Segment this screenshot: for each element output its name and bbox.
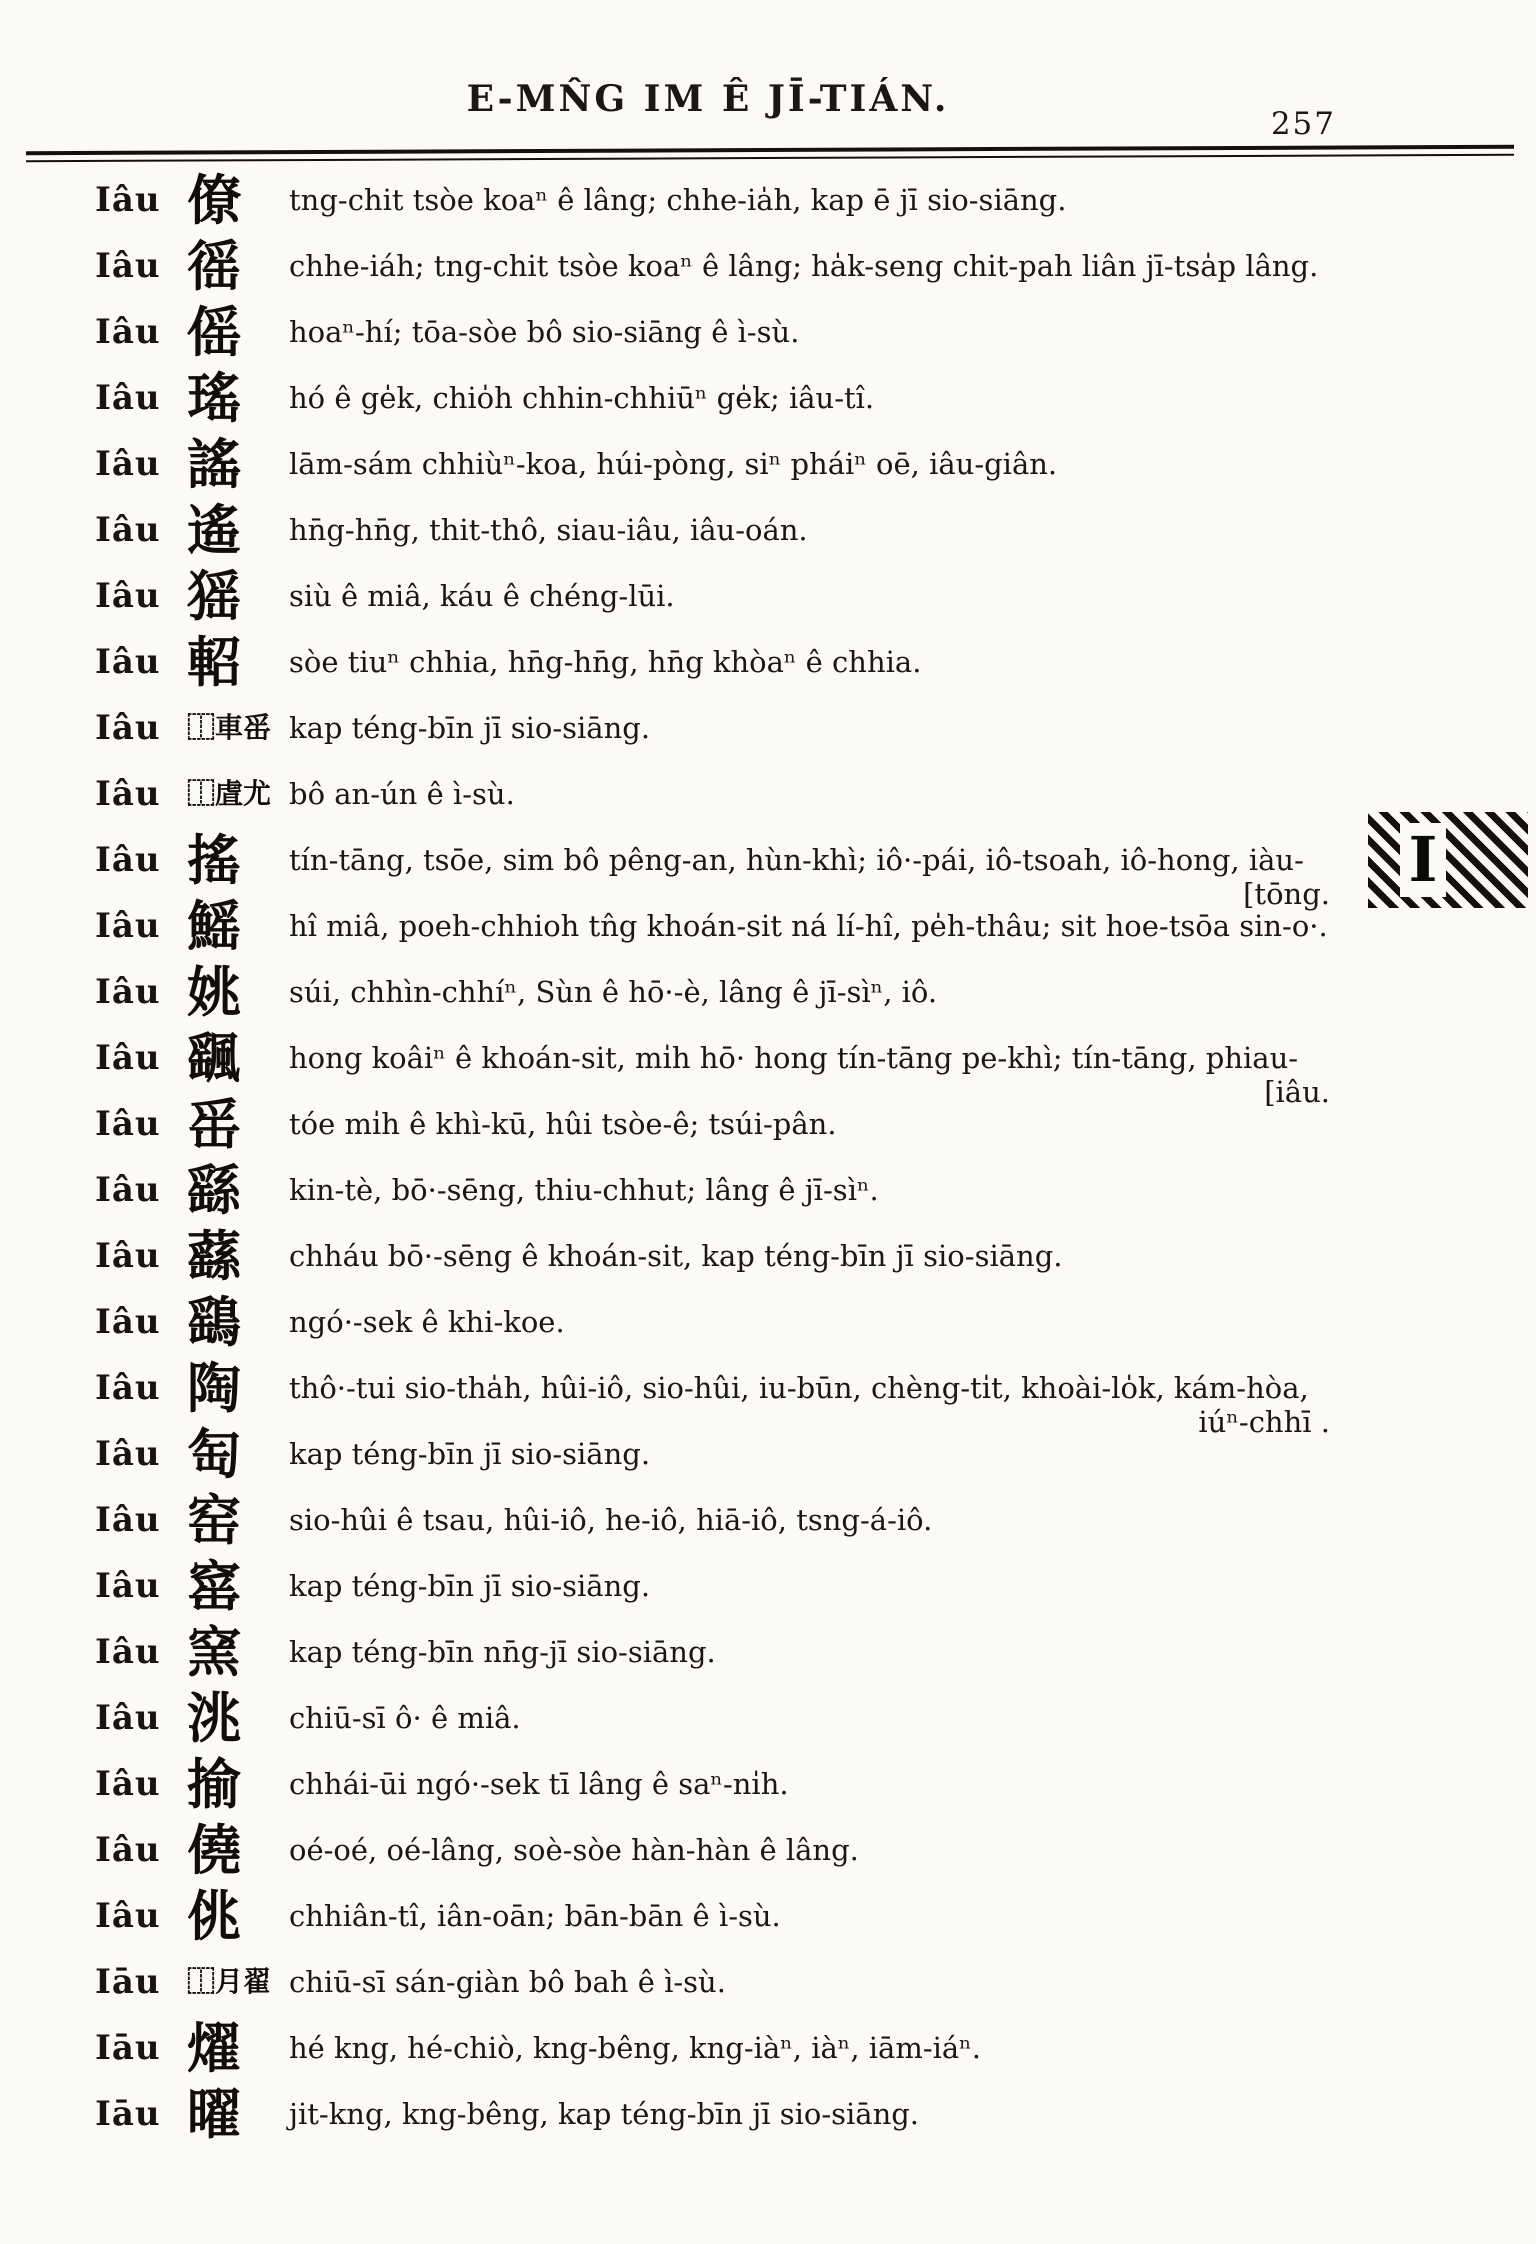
dictionary-entry-row [95, 894, 1445, 958]
entry-definition: sòe tiuⁿ chhia, hn̄g-hn̄g, hn̄g khòaⁿ ê chhia. [289, 645, 922, 679]
entry-definition: oé-oé, oé-lâng, soè-sòe hàn-hàn ê lâng. [289, 1833, 859, 1867]
dictionary-entry-row [95, 1818, 1445, 1882]
thumb-index-tab [1368, 812, 1528, 908]
entry-definition: hé kng, hé-chiò, kng-bêng, kng-iàⁿ, iàⁿ, iām-iáⁿ. [289, 2031, 981, 2065]
entry-han-character: 蘨 [187, 1224, 241, 1288]
dictionary-entry-row [95, 234, 1445, 298]
entry-syllable: Iâu [95, 378, 161, 418]
entry-syllable: Iāu [95, 2094, 161, 2134]
entry-syllable: Iâu [95, 972, 161, 1012]
entry-syllable: Iâu [95, 774, 161, 814]
entry-syllable: Iâu [95, 1104, 161, 1144]
dictionary-entry-row [95, 1224, 1445, 1288]
entry-definition: chiū-sī ô· ê miâ. [289, 1701, 521, 1735]
entry-han-character: 僥 [187, 1818, 241, 1882]
page-header [0, 78, 1536, 148]
entry-han-character: 陶 [187, 1356, 241, 1420]
entry-syllable: Iâu [95, 1170, 161, 1210]
page-title: E-MN̂G IM Ê JĪ-TIÁN. [466, 78, 950, 120]
entry-han-character: 搖 [187, 828, 241, 892]
entry-han-character: 燿 [187, 2016, 241, 2080]
entry-syllable: Iâu [95, 840, 161, 880]
entry-syllable: Iâu [95, 1896, 161, 1936]
entry-syllable: Iāu [95, 2028, 161, 2068]
dictionary-entry-row [95, 300, 1445, 364]
entry-definition: tng-chit tsòe koaⁿ ê lâng; chhe-ia̍h, kap ē jī sio-siāng. [289, 183, 1067, 217]
entry-syllable: Iâu [95, 1500, 161, 1540]
entry-han-character: 曜 [187, 2082, 241, 2146]
entry-definition: jit-kng, kng-bêng, kap téng-bīn jī sio-siāng. [289, 2097, 920, 2131]
entry-han-character: 軺 [187, 630, 241, 694]
entry-continuation-line: [iâu. [1264, 1075, 1330, 1109]
entry-han-character: 䍃 [187, 1092, 241, 1156]
dictionary-entry-row [95, 823, 1445, 911]
entry-han-character: 揄 [187, 1752, 241, 1816]
entry-definition: kin-tè, bō·-sēng, thiu-chhut; lâng ê jī-sìⁿ. [289, 1173, 879, 1207]
entry-syllable: Iâu [95, 1698, 161, 1738]
entry-definition: chhái-ūi ngó·-sek tī lâng ê saⁿ-ni̍h. [289, 1767, 789, 1801]
entry-syllable: Iâu [95, 708, 161, 748]
dictionary-entry-row [95, 1356, 1445, 1439]
entry-han-character: 遙 [187, 498, 241, 562]
dictionary-entry-row [95, 1620, 1445, 1684]
entry-syllable: Iâu [95, 246, 161, 286]
entry-han-character: 瑤 [187, 366, 241, 430]
entry-han-character: 鷂 [187, 1290, 241, 1354]
entry-han-character: ⿰車䍃 [187, 711, 272, 744]
entry-syllable: Iâu [95, 1632, 161, 1672]
header-rule-thin [26, 154, 1514, 162]
entry-definition: thô·-tui sio-tha̍h, hûi-iô, sio-hûi, iu-būn, chèng-ti̍t, khoài-lo̍k, kám-hòa, [289, 1371, 1309, 1405]
entry-continuation-line: [tōng. [1243, 877, 1330, 911]
entry-syllable: Iâu [95, 1302, 161, 1342]
entry-han-character: 匋 [187, 1422, 241, 1486]
entry-han-character: 猺 [187, 564, 241, 628]
entry-syllable: Iâu [95, 312, 161, 352]
entry-syllable: Iâu [95, 1764, 161, 1804]
entry-definition: hó ê ge̍k, chio̍h chhin-chhiūⁿ ge̍k; iâu-tî. [289, 381, 875, 415]
entry-definition: kap téng-bīn jī sio-siāng. [289, 711, 651, 745]
dictionary-entry-row [95, 1488, 1445, 1552]
entry-definition: chhiân-tî, iân-oān; bān-bān ê ì-sù. [289, 1899, 781, 1933]
entry-han-character: ⿰虘尤 [187, 777, 272, 810]
entry-syllable: Iâu [95, 1434, 161, 1474]
entry-syllable: Iâu [95, 1236, 161, 1276]
entry-han-character: ⿰月翟 [187, 1965, 272, 1998]
thumb-index-letter: I [1408, 823, 1438, 896]
dictionary-entry-row [95, 1884, 1445, 1948]
entry-definition: bô an-ún ê ì-sù. [289, 777, 515, 811]
entry-definition: kap téng-bīn nn̄g-jī sio-siāng. [289, 1635, 716, 1669]
entry-syllable: Iâu [95, 444, 161, 484]
dictionary-entry-row [95, 168, 1445, 232]
dictionary-entry-row [95, 432, 1445, 496]
entry-definition: chháu bō·-sēng ê khoán-sit, kap téng-bīn jī sio-siāng. [289, 1239, 1063, 1273]
entry-definition: siù ê miâ, káu ê chéng-lūi. [289, 579, 675, 613]
entry-han-character: 繇 [187, 1158, 241, 1222]
entry-definition: ngó·-sek ê khi-koe. [289, 1305, 565, 1339]
entry-definition: chhe-iáh; tng-chit tsòe koaⁿ ê lâng; ha̍k-seng chit-pah liân jī-tsa̍p lâng. [289, 249, 1319, 283]
dictionary-entry-row [95, 1092, 1445, 1156]
dictionary-entry-row [95, 1026, 1445, 1109]
entry-han-character: 謠 [187, 432, 241, 496]
entry-han-character: 窑 [187, 1488, 241, 1552]
dictionary-entry-row [95, 630, 1445, 694]
dictionary-entry-row [95, 2016, 1445, 2080]
dictionary-entry-row [95, 1686, 1445, 1750]
dictionary-entry-row [95, 762, 1445, 826]
entry-syllable: Iâu [95, 180, 161, 220]
entry-han-character: 窰 [187, 1554, 241, 1618]
entry-definition: tín-tāng, tsōe, sim bô pêng-an, hùn-khì; iô·-pái, iô-tsoah, iô-hong, iàu- [289, 843, 1304, 877]
entry-syllable: Iâu [95, 642, 161, 682]
entry-definition: kap téng-bīn jī sio-siāng. [289, 1437, 651, 1471]
entry-syllable: Iâu [95, 1566, 161, 1606]
dictionary-entry-row [95, 366, 1445, 430]
entry-han-character: 鰩 [187, 894, 241, 958]
entry-han-character: 僚 [187, 168, 241, 232]
entry-definition: hn̄g-hn̄g, thit-thô, siau-iâu, iâu-oán. [289, 513, 808, 547]
dictionary-entry-row [95, 1752, 1445, 1816]
entry-definition: hî miâ, poeh-chhioh tn̂g khoán-sit ná lí-hî, pe̍h-thâu; sit hoe-tsōa sin-o·. [289, 909, 1328, 943]
dictionary-entry-row [95, 1950, 1445, 2014]
entry-definition: kap téng-bīn jī sio-siāng. [289, 1569, 651, 1603]
entry-definition: tóe mi̍h ê khì-kū, hûi tsòe-ê; tsúi-pân. [289, 1107, 837, 1141]
entry-han-character: 洮 [187, 1686, 241, 1750]
entry-syllable: Iāu [95, 1962, 161, 2002]
entry-definition: hong koâiⁿ ê khoán-sit, mi̍h hō· hong tín-tāng pe-khì; tín-tāng, phiau- [289, 1041, 1299, 1075]
entry-definition: hoaⁿ-hí; tōa-sòe bô sio-siāng ê ì-sù. [289, 315, 800, 349]
entry-syllable: Iâu [95, 1368, 161, 1408]
entry-syllable: Iâu [95, 1830, 161, 1870]
entry-han-character: 徭 [187, 234, 241, 298]
dictionary-entry-row [95, 564, 1445, 628]
dictionary-entry-row [95, 498, 1445, 562]
entry-definition: súi, chhìn-chhíⁿ, Sùn ê hō·-è, lâng ê jī-sìⁿ, iô. [289, 975, 938, 1009]
page-number: 257 [1270, 106, 1336, 142]
entry-syllable: Iâu [95, 1038, 161, 1078]
dictionary-entry-row [95, 1158, 1445, 1222]
entry-syllable: Iâu [95, 906, 161, 946]
dictionary-entry-row [95, 1422, 1445, 1486]
dictionary-entry-row [95, 2082, 1445, 2146]
entry-list [95, 168, 1445, 2148]
dictionary-entry-row [95, 960, 1445, 1024]
entry-han-character: 佻 [187, 1884, 241, 1948]
entry-definition: chiū-sī sán-giàn bô bah ê ì-sù. [289, 1965, 726, 1999]
dictionary-entry-row [95, 1290, 1445, 1354]
thumb-letter-plate [1400, 823, 1446, 897]
entry-han-character: 姚 [187, 960, 241, 1024]
entry-definition: lām-sám chhiùⁿ-koa, húi-pòng, siⁿ pháiⁿ oē, iâu-giân. [289, 447, 1058, 481]
entry-han-character: 颻 [187, 1026, 241, 1090]
entry-han-character: 傜 [187, 300, 241, 364]
dictionary-entry-row [95, 696, 1445, 760]
entry-syllable: Iâu [95, 510, 161, 550]
entry-definition: sio-hûi ê tsau, hûi-iô, he-iô, hiā-iô, tsng-á-iô. [289, 1503, 933, 1537]
entry-han-character: 窯 [187, 1620, 241, 1684]
entry-continuation-line: iúⁿ-chhī . [1198, 1405, 1330, 1439]
dictionary-entry-row [95, 1554, 1445, 1618]
entry-syllable: Iâu [95, 576, 161, 616]
